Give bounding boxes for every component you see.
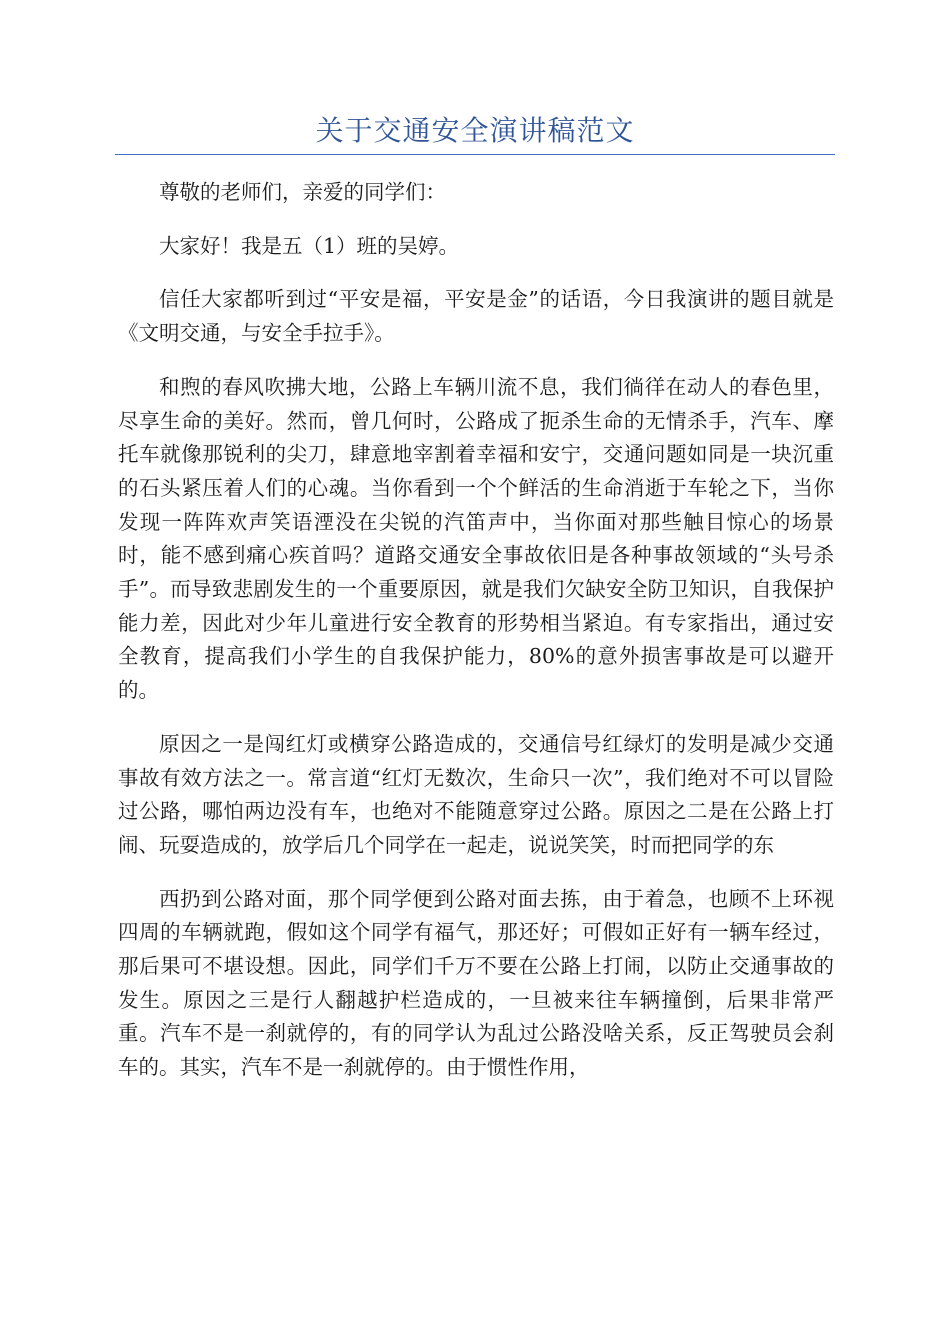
- title-underline: [115, 154, 835, 155]
- document-title: 关于交通安全演讲稿范文: [315, 114, 635, 147]
- paragraph-body-2: 原因之一是闯红灯或横穿公路造成的，交通信号红绿灯的发明是减少交通事故有效方法之一。常言道“红灯无数次，生命只一次”，我们绝对不可以冒险过公路，哪怕两边没有车，也绝对不能随意穿过公路。原因之二是在公路上打闹、玩耍造成的，放学后几个同学在一起走，说说笑笑，时而把同学的东: [118, 731, 834, 857]
- paragraph-salutation: 尊敬的老师们，亲爱的同学们：: [159, 180, 446, 204]
- paragraph-topic: 信任大家都听到过“平安是福，平安是金”的话语，今日我演讲的题目就是《文明交通，与安全手拉手》。: [118, 287, 834, 346]
- paragraph-body-3: 西扔到公路对面，那个同学便到公路对面去拣，由于着急，也顾不上环视四周的车辆就跑，假如这个同学有福气，那还好；可假如正好有一辆车经过，那后果可不堪设想。因此，同学们千万不要在公路上打闹，以防止交通事故的发生。原因之三是行人翻越护栏造成的，一旦被来往车辆撞倒，后果非常严重。汽车不是一刹就停的，有的同学认为乱过公路没啥关系，反正驾驶员会刹车的。其实，汽车不是一刹就停的。由于惯性作用，: [118, 886, 834, 1080]
- paragraph-body-1: 和煦的春风吹拂大地，公路上车辆川流不息，我们徜徉在动人的春色里，尽享生命的美好。然而，曾几何时，公路成了扼杀生命的无情杀手，汽车、摩托车就像那锐利的尖刀，肆意地宰割着幸福和安宁，交通问题如同是一块沉重的石头紧压着人们的心魂。当你看到一个个鲜活的生命消逝于车轮之下，当你发现一阵阵欢声笑语湮没在尖锐的汽笛声中，当你面对那些触目惊心的场景时，能不感到痛心疾首吗？道路交通安全事故依旧是各种事故领域的“头号杀手”。而导致悲剧发生的一个重要原因，就是我们欠缺安全防卫知识，自我保护能力差，因此对少年儿童进行安全教育的形势相当紧迫。有专家指出，通过安全教育，提高我们小学生的自我保护能力，80%的意外损害事故是可以避开的。: [118, 374, 834, 703]
- paragraph-greeting: 大家好！我是五（1）班的吴婷。: [159, 233, 460, 258]
- document-body: [118, 176, 834, 1105]
